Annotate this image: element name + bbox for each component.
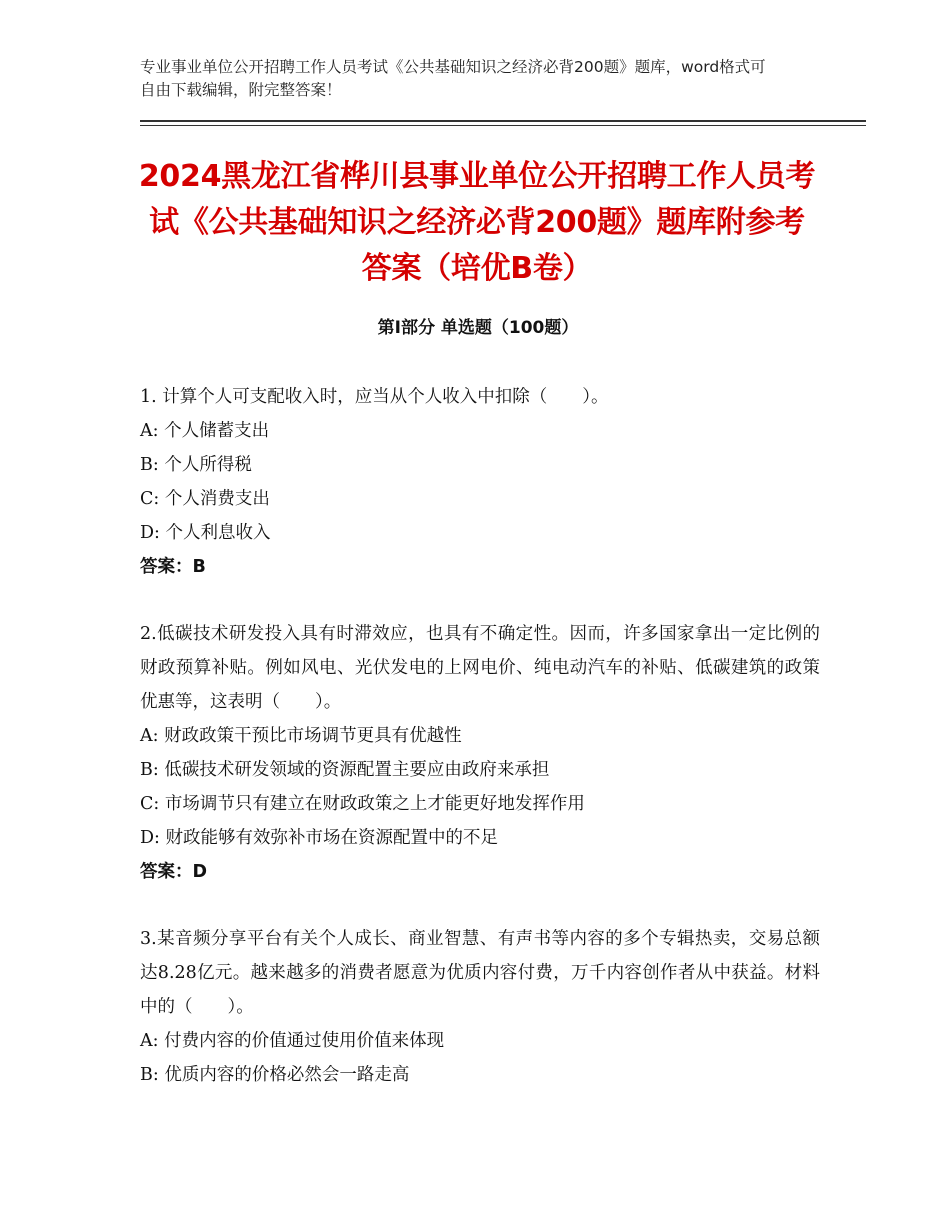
document-title: 2024黑龙江省桦川县事业单位公开招聘工作人员考试《公共基础知识之经济必背200题》题库附参考答案（培优B卷） (138, 159, 816, 286)
question-spacer (140, 889, 820, 922)
answer: 答案：D (140, 862, 208, 882)
question-stem: 2.低碳技术研发投入具有时滞效应，也具有不确定性。因而，许多国家拿出一定比例的财政预算补贴。例如风电、光伏发电的上网电价、纯电动汽车的补贴、低碳建筑的政策优惠等，这表明（ ）。 (140, 624, 820, 712)
option-d: D: 个人利息收入 (140, 523, 271, 543)
section-title: 第Ⅰ部分 单选题（100题） (377, 318, 579, 338)
option-a: A: 个人储蓄支出 (140, 421, 270, 441)
question-spacer (140, 584, 820, 617)
question-list (140, 380, 820, 1092)
header-note: 专业事业单位公开招聘工作人员考试《公共基础知识之经济必背200题》题库，word格式可自由下载编辑，附完整答案！ (140, 58, 766, 99)
option-a: A: 财政政策干预比市场调节更具有优越性 (140, 726, 462, 746)
option-b: B: 个人所得税 (140, 455, 252, 475)
option-b: B: 优质内容的价格必然会一路走高 (140, 1065, 410, 1085)
question-2 (140, 617, 820, 889)
option-b: B: 低碳技术研发领域的资源配置主要应由政府来承担 (140, 760, 550, 780)
question-1 (140, 380, 820, 584)
option-c: C: 市场调节只有建立在财政政策之上才能更好地发挥作用 (140, 794, 585, 814)
option-d: D: 财政能够有效弥补市场在资源配置中的不足 (140, 828, 498, 848)
question-3 (140, 922, 820, 1092)
answer: 答案：B (140, 557, 206, 577)
header-divider-thin (140, 125, 866, 126)
question-stem: 1. 计算个人可支配收入时，应当从个人收入中扣除（ ）。 (140, 387, 609, 407)
option-a: A: 付费内容的价值通过使用价值来体现 (140, 1031, 445, 1051)
option-c: C: 个人消费支出 (140, 489, 270, 509)
header-divider-thick (140, 120, 866, 122)
question-stem: 3.某音频分享平台有关个人成长、商业智慧、有声书等内容的多个专辑热卖，交易总额达8.28亿元。越来越多的消费者愿意为优质内容付费，万千内容创作者从中获益。材料中的（ ）。 (140, 929, 820, 1017)
